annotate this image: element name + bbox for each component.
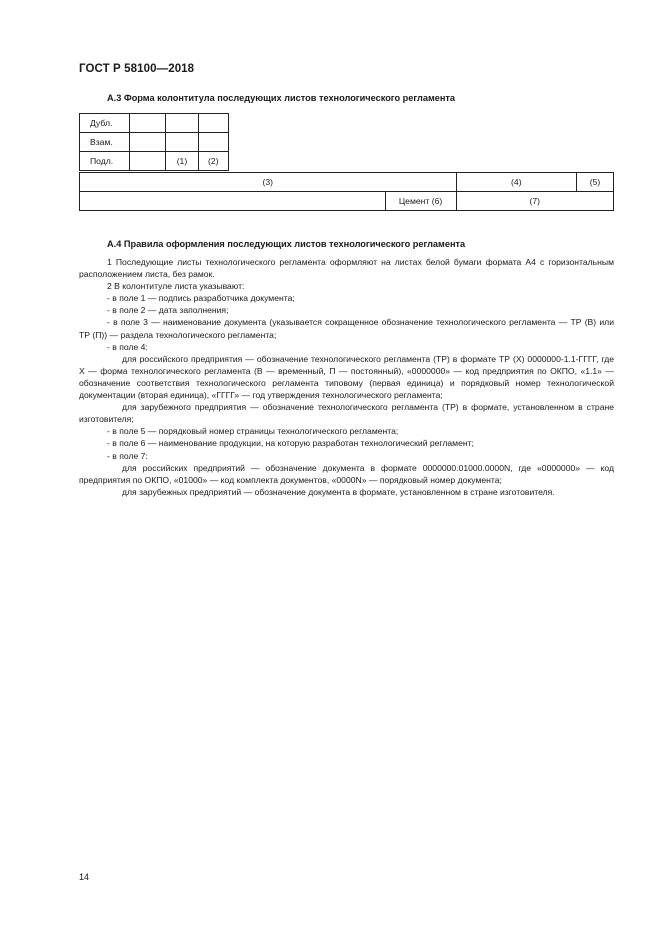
stamp-cell	[130, 133, 166, 152]
paragraph: для зарубежных предприятий — обозначение документа в формате, установленном в стране изготовителя.	[122, 486, 555, 497]
list-item: - в поле 7:	[107, 450, 148, 461]
table-row	[80, 114, 229, 133]
footer-table	[79, 172, 614, 211]
stamp-cell	[130, 152, 166, 171]
stamp-label: Подл.	[80, 152, 130, 171]
paragraph: для зарубежного предприятия — обозначение технологического регламента (ТР) в формате, установленном в стране изготовителя;	[79, 402, 614, 425]
field-4-cell: (4)	[456, 173, 577, 192]
field-3-cell: (3)	[80, 173, 457, 192]
list-item: - в поле 1 — подпись разработчика документа;	[107, 293, 295, 304]
list-item: - в поле 6 — наименование продукции, на которую разработан технологический регламент;	[107, 438, 474, 449]
table-row	[80, 173, 614, 192]
blank-cell	[80, 192, 386, 211]
section-a4-body	[79, 256, 614, 498]
field-7-cell: (7)	[456, 192, 613, 211]
section-a3-title: А.3 Форма колонтитула последующих листов технологического регламента	[107, 93, 456, 103]
stamp-cell: (1)	[166, 152, 198, 171]
section-a4-title: А.4 Правила оформления последующих листов технологического регламента	[107, 239, 466, 249]
table-row	[80, 152, 229, 171]
paragraph: 2 В колонтитуле листа указывают:	[107, 281, 245, 292]
stamp-cell	[198, 114, 228, 133]
stamp-label: Взам.	[80, 133, 130, 152]
stamp-cell	[166, 114, 198, 133]
list-item: - в поле 4:	[107, 341, 148, 352]
stamp-cell	[198, 133, 228, 152]
stamp-cell	[130, 114, 166, 133]
paragraph: для российских предприятий — обозначение документа в формате 0000000.01000.0000N, где «0000000» — код предприятия по ОКПО, «01000» — код комплекта документов, «0000N» — порядковый номер документа;	[79, 462, 614, 485]
stamp-label: Дубл.	[80, 114, 130, 133]
list-item: - в поле 5 — порядковый номер страницы технологического регламента;	[107, 426, 399, 437]
table-row	[80, 133, 229, 152]
page-number: 14	[79, 872, 90, 882]
paragraph: для российского предприятия — обозначение технологического регламента (ТР) в формате ТР (Х) 0000000-1.1-ГГГГ, где Х — форма технологического регламента (В — временный, П — постоянный), «0000000» — код предприятия по ОКПО, «1.1» — обозначение соответствия технологического регламента типовому (первая единица) и порядковый номер технологической документации (вторая единица), «ГГГГ» — год утверждения технологического регламента;	[79, 353, 614, 401]
field-6-cell: Цемент (6)	[385, 192, 456, 211]
stamp-table	[79, 113, 229, 171]
stamp-cell	[166, 133, 198, 152]
field-5-cell: (5)	[577, 173, 614, 192]
document-code-header: ГОСТ Р 58100—2018	[79, 63, 195, 75]
stamp-cell: (2)	[198, 152, 228, 171]
list-item: - в поле 3 — наименование документа (указывается сокращенное обозначение технологического регламента — ТР (В) или ТР (П)) — раздела технологического регламента;	[79, 317, 614, 340]
list-item: - в поле 2 — дата заполнения;	[107, 305, 229, 316]
table-row	[80, 192, 614, 211]
paragraph: 1 Последующие листы технологического регламента оформляют на листах белой бумаги формата А4 с горизонтальным расположением листа, без рамок.	[79, 257, 614, 280]
